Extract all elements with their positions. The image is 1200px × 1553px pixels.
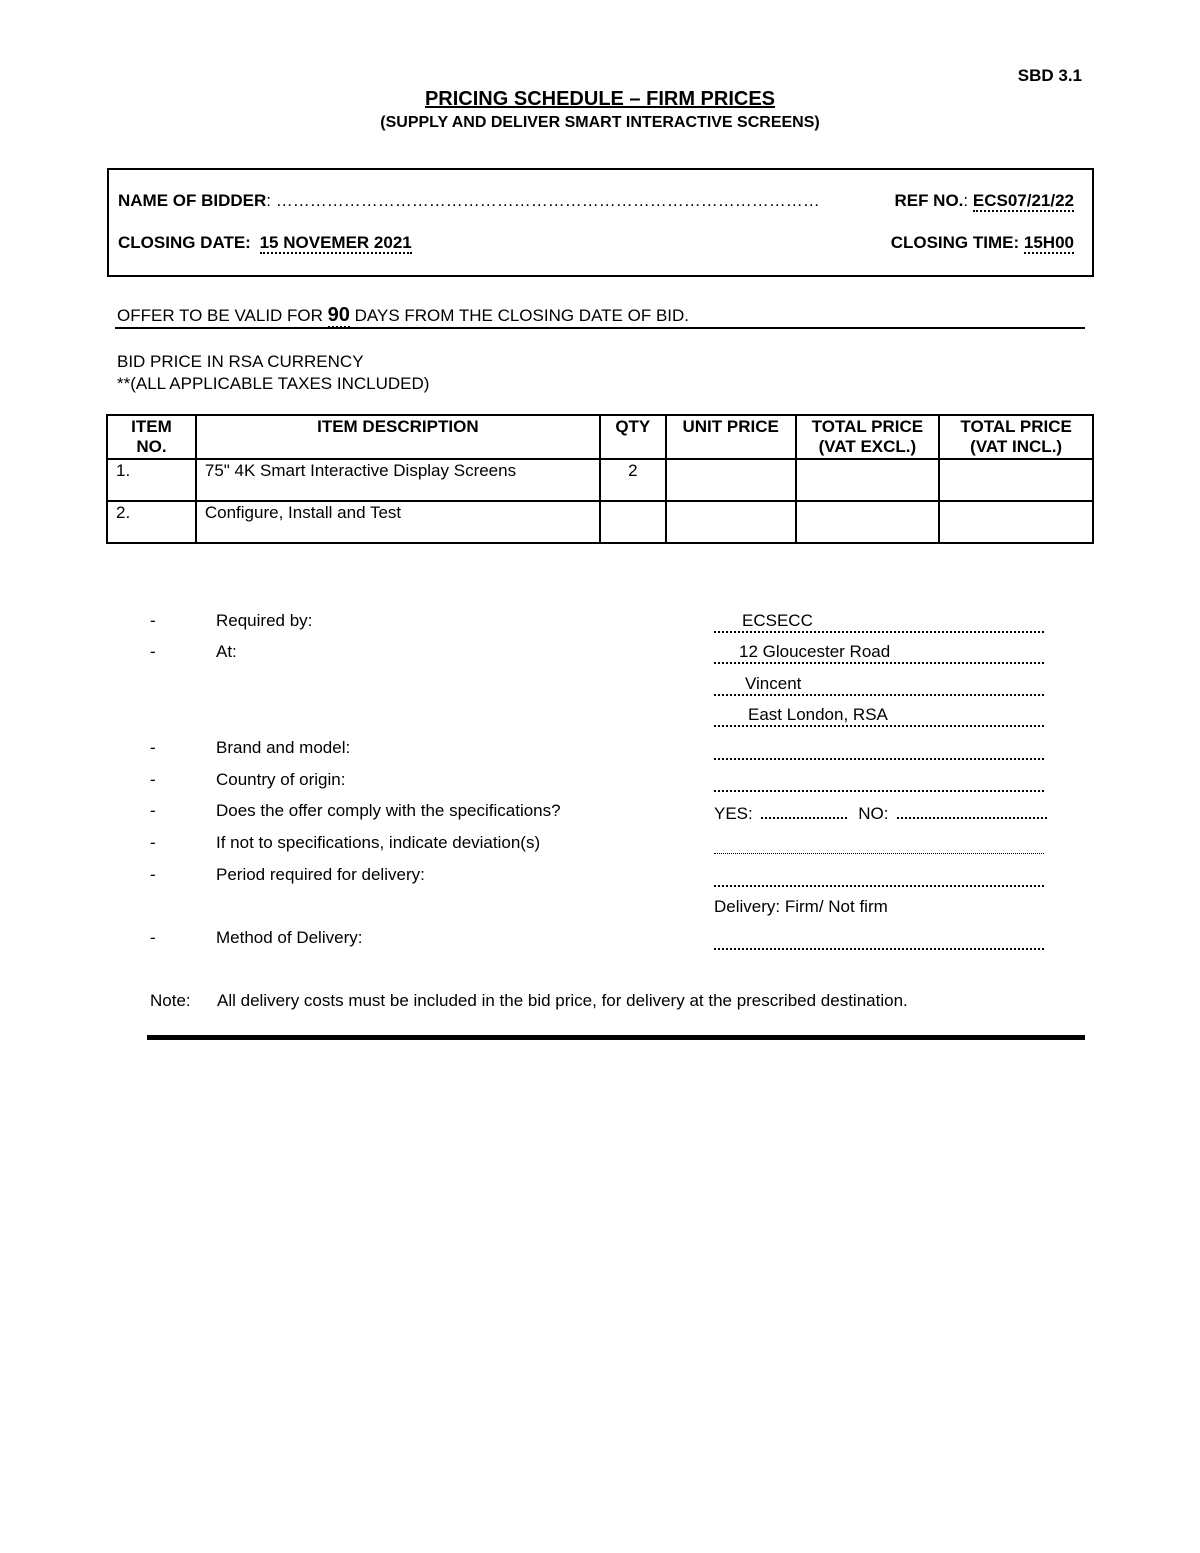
offer-suffix: DAYS FROM THE CLOSING DATE OF BID.: [349, 306, 690, 325]
bidder-dots: : ……………………………………………………………………………………: [266, 191, 820, 210]
bullet-dash: -: [150, 738, 156, 757]
offer-validity: [117, 304, 689, 327]
row-unit-price[interactable]: [666, 501, 796, 543]
at-label: At:: [216, 642, 237, 661]
ref-no: [894, 191, 1074, 211]
comply-label: Does the offer comply with the specifications?: [216, 801, 561, 820]
row-description: Configure, Install and Test: [196, 501, 600, 543]
closing-time: [891, 233, 1074, 253]
bid-price-line1: BID PRICE IN RSA CURRENCY: [117, 352, 364, 371]
table-header-row: [107, 415, 1093, 459]
ref-value: ECS07/21/22: [972, 191, 1074, 210]
bid-info-box: [107, 168, 1094, 277]
closing-date: [118, 233, 412, 253]
delivery-firm: Delivery: Firm/ Not firm: [714, 897, 888, 916]
bullet-dash: -: [150, 642, 156, 661]
row-total-vat-excl[interactable]: [796, 501, 940, 543]
brand-field[interactable]: [714, 738, 1044, 760]
brand-label: Brand and model:: [216, 738, 351, 757]
no-label: NO:: [858, 804, 889, 823]
bid-price-line2: **(ALL APPLICABLE TAXES INCLUDED): [117, 374, 430, 393]
row-unit-price[interactable]: [666, 459, 796, 501]
closing-time-value: 15H00: [1023, 233, 1074, 252]
yes-field[interactable]: [761, 801, 847, 819]
ref-colon: :: [963, 191, 973, 210]
header-total-vat-incl: TOTAL PRICE (VAT INCL.): [939, 415, 1093, 459]
bullet-dash: -: [150, 865, 156, 884]
address-line-1: 12 Gloucester Road: [714, 642, 1044, 664]
address-line-3: East London, RSA: [714, 705, 1044, 727]
row-total-vat-excl[interactable]: [796, 459, 940, 501]
bullet-dash: -: [150, 770, 156, 789]
required-by-label: Required by:: [216, 611, 313, 630]
page-title: PRICING SCHEDULE – FIRM PRICES: [424, 88, 776, 110]
country-field[interactable]: [714, 770, 1044, 792]
row-total-vat-incl[interactable]: [939, 459, 1093, 501]
page-subtitle: (SUPPLY AND DELIVER SMART INTERACTIVE SCREENS): [380, 114, 820, 131]
bidder-name-field[interactable]: [118, 191, 820, 211]
offer-prefix: OFFER TO BE VALID FOR: [117, 306, 328, 325]
table-row: [107, 501, 1093, 543]
comply-yes-no: [714, 801, 1047, 824]
bullet-dash: -: [150, 611, 156, 630]
header-item-no: ITEM NO.: [107, 415, 196, 459]
method-field[interactable]: [714, 928, 1044, 950]
ref-label: REF NO.: [894, 191, 964, 210]
no-field[interactable]: [897, 801, 1047, 819]
pricing-table: [106, 414, 1094, 544]
offer-days: 90: [327, 304, 350, 326]
row-qty: 2: [600, 459, 666, 501]
bottom-rule: [147, 1035, 1085, 1040]
form-code: SBD 3.1: [1017, 66, 1082, 85]
closing-time-label: CLOSING TIME:: [890, 233, 1020, 252]
note-text: All delivery costs must be included in the bid price, for delivery at the prescribed destination.: [217, 991, 908, 1010]
table-row: [107, 459, 1093, 501]
bidder-label: NAME OF BIDDER: [118, 191, 267, 210]
deviation-label: If not to specifications, indicate deviation(s): [216, 833, 541, 852]
period-label: Period required for delivery:: [216, 865, 425, 884]
row-item-no: 1.: [107, 459, 196, 501]
note-label: Note:: [150, 991, 191, 1010]
required-by-value: ECSECC: [714, 611, 1044, 633]
bullet-dash: -: [150, 928, 156, 947]
yes-label: YES:: [714, 804, 753, 823]
row-item-no: 2.: [107, 501, 196, 543]
offer-rule: [115, 327, 1085, 329]
header-unit-price: UNIT PRICE: [666, 415, 796, 459]
header-item-description: ITEM DESCRIPTION: [196, 415, 600, 459]
bullet-dash: -: [150, 801, 156, 820]
bullet-dash: -: [150, 833, 156, 852]
country-label: Country of origin:: [216, 770, 346, 789]
header-qty: QTY: [600, 415, 666, 459]
closing-date-value: 15 NOVEMER 2021: [259, 233, 412, 252]
row-description: 75" 4K Smart Interactive Display Screens: [196, 459, 600, 501]
row-total-vat-incl[interactable]: [939, 501, 1093, 543]
period-field[interactable]: [714, 865, 1044, 887]
address-line-2: Vincent: [714, 674, 1044, 696]
header-total-vat-excl: TOTAL PRICE (VAT EXCL.): [796, 415, 940, 459]
closing-date-label: CLOSING DATE:: [118, 233, 251, 252]
bid-price-note: [117, 351, 429, 395]
row-qty[interactable]: [600, 501, 666, 543]
deviation-field[interactable]: [714, 833, 1044, 854]
method-label: Method of Delivery:: [216, 928, 363, 947]
